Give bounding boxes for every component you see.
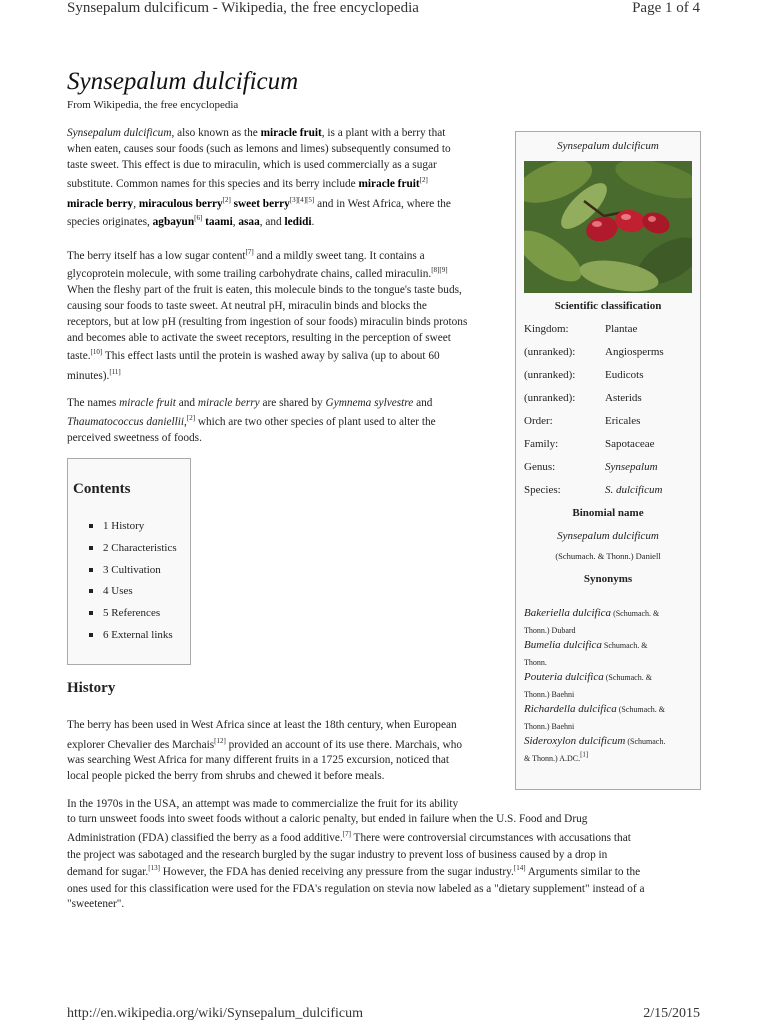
classification-row (524, 484, 700, 502)
classification-row (524, 369, 700, 387)
rank-label: (unranked): (524, 346, 576, 358)
synonyms-header: Synonyms (583, 573, 633, 585)
rank-value[interactable]: Asterids (605, 392, 642, 404)
citation-link[interactable]: [14] (513, 864, 526, 873)
italic-term: Thaumatococcus daniellii (67, 416, 185, 428)
binomial-author: (Schumach. & Thonn.) Daniell (555, 551, 661, 561)
toc-link[interactable]: 1 History (103, 520, 145, 532)
text-line: and becomes able to activate the sweet receptors, resulting in the perception of sweet (67, 332, 451, 344)
bold-term: miracle fruit (358, 178, 420, 190)
text: Administration (FDA) classified the berry as a food additive. (67, 832, 343, 844)
rank-value[interactable]: Ericales (605, 415, 641, 427)
print-footer (67, 1006, 700, 1024)
text-line (67, 367, 121, 385)
toc-link[interactable]: 3 Cultivation (103, 563, 161, 576)
bold-term: taami (205, 216, 233, 228)
citation-link[interactable]: [1] (580, 750, 589, 759)
text-line: In the 1970s in the USA, an attempt was made to commercialize the fruit for its ability (67, 798, 459, 810)
italic-term: miracle berry (197, 397, 260, 409)
toc-item (89, 564, 177, 586)
species-name: Synsepalum dulcificum (67, 127, 172, 139)
text: and a mildly sweet tang. It contains a (253, 250, 425, 262)
italic-term: Gymnema sylvestre (325, 397, 414, 409)
text: provided an account of its use there. Marchais, who (225, 739, 463, 751)
text-line: when eaten, causes sour foods (such as lemons and limes) subsequently consumed to (67, 143, 451, 155)
text: taste. (67, 350, 91, 362)
classification-row (524, 346, 700, 364)
rank-value[interactable]: Sapotaceae (605, 438, 655, 450)
text: and (413, 397, 433, 409)
text: and in West Africa, where the (314, 198, 451, 210)
toc-link[interactable]: 6 External links (103, 628, 173, 641)
synonym-author: Thonn.) Dubard (524, 626, 576, 635)
bullet-icon (89, 524, 93, 528)
toc-item (89, 542, 177, 564)
text-line: When the fleshy part of the fruit is eaten, this molecule binds to the tongue's taste buds, (67, 284, 462, 296)
synonym-author: Thonn.) Baehni (524, 722, 575, 731)
text: There were controversial circumstances with accusations that (350, 832, 631, 844)
article-subtitle: From Wikipedia, the free encyclopedia (67, 99, 239, 111)
infobox (515, 131, 701, 790)
synonym-entry (524, 637, 700, 671)
history-heading: History (67, 680, 116, 696)
bullet-icon (89, 633, 93, 637)
citation-link[interactable]: [2] (419, 176, 428, 185)
text-line: perceived sweetness of foods. (67, 432, 202, 444)
text: Arguments similar to the (525, 866, 641, 878)
bullet-icon (89, 589, 93, 593)
bold-term: asaa (238, 216, 260, 228)
text-line: "sweetener". (67, 898, 125, 910)
infobox-caption: Synsepalum dulcificum (557, 140, 659, 152)
citation-link[interactable]: [13] (148, 864, 160, 873)
text: minutes). (67, 370, 110, 382)
synonym-author: (Schumach. & (603, 673, 652, 682)
article-title: Synsepalum dulcificum (67, 68, 299, 95)
text: species originates, (67, 216, 153, 228)
synonym-author: & Thonn.) A.DC. (524, 754, 581, 763)
synonym-author: (Schumach. (625, 737, 666, 746)
text-line (67, 213, 314, 231)
synonym-author: (Schumach. & (611, 609, 660, 618)
synonym-author: Thonn. (524, 658, 547, 667)
synonym-author: Schumach. & (601, 641, 648, 650)
text: , (184, 416, 187, 428)
classification-row (524, 438, 700, 456)
bullet-icon (89, 611, 93, 615)
text: and (175, 397, 198, 409)
citation-link[interactable]: [7] (342, 830, 351, 839)
synonym-entry (524, 605, 700, 639)
synonym-name: Pouteria dulcifica (524, 671, 604, 683)
text: glycoprotein molecule, with some trailing carbohydrate chains, called miraculin. (67, 268, 432, 280)
rank-label: (unranked): (524, 392, 576, 404)
text-line (67, 247, 425, 265)
text: , also known as the (171, 127, 261, 139)
text-line: receptors, but at low pH (resulting from ingestion of sour foods) miraculin binds protons (67, 316, 468, 328)
page-number: Page 1 of 4 (632, 0, 700, 16)
rank-value[interactable]: Angiosperms (605, 346, 664, 358)
table-of-contents (67, 458, 191, 665)
text: are shared by (259, 397, 326, 409)
citation-link[interactable]: [12] (214, 737, 226, 746)
text-line (67, 394, 432, 412)
text: , (232, 216, 239, 228)
text-line (67, 863, 640, 881)
print-header (67, 0, 700, 22)
text: . (311, 216, 315, 228)
rank-label: Order: (524, 415, 553, 427)
bold-term: miracle berry (67, 198, 134, 210)
text: explorer Chevalier des Marchais (67, 739, 215, 751)
citation-link[interactable]: [10] (90, 348, 103, 357)
synonym-entry (524, 733, 700, 767)
citation-link[interactable]: [6] (194, 214, 203, 223)
text: demand for sugar. (67, 866, 149, 878)
synonym-author: Thonn.) Baehni (524, 690, 575, 699)
print-date: 2/15/2015 (643, 1006, 700, 1021)
bold-term: ledidi (284, 216, 312, 228)
page-url: http://en.wikipedia.org/wiki/Synsepalum_dulcificum (67, 1006, 364, 1021)
text-line (67, 347, 440, 365)
text-line (67, 175, 428, 193)
print-header-title: Synsepalum dulcificum - Wikipedia, the free encyclopedia (67, 0, 419, 16)
bullet-icon (89, 568, 93, 572)
classification-row (524, 461, 700, 479)
toc-link[interactable]: 4 Uses (103, 585, 133, 598)
italic-term: miracle fruit (119, 397, 176, 409)
binomial-name: Synsepalum dulcificum (557, 530, 659, 542)
toc-item (89, 520, 177, 542)
citation-link[interactable]: [8][9] (431, 266, 448, 275)
fruit-photo[interactable] (524, 161, 692, 293)
synonym-author: (Schumach. & (616, 705, 665, 714)
toc-item (89, 629, 177, 651)
text-line: the project was sabotaged and the research burgled by the sugar industry to prevent loss of business caused by a drop in (67, 849, 608, 861)
citation-link[interactable]: [7] (245, 248, 254, 257)
text: , is a plant with a berry that (321, 127, 446, 139)
synonym-entry (524, 701, 700, 735)
text: The berry itself has a low sugar content (67, 250, 246, 262)
scientific-classification-header: Scientific classification (554, 300, 662, 312)
toc-link[interactable]: 2 Characteristics (103, 541, 177, 554)
classification-row (524, 392, 700, 410)
classification-row (524, 323, 700, 341)
text-line: causing sour foods to taste sweet. At neutral pH, miraculin binds and blocks the (67, 300, 427, 312)
synonym-name: Bumelia dulcifica (524, 639, 602, 651)
bold-term: miraculous berry (138, 198, 223, 210)
rank-label: (unranked): (524, 369, 576, 381)
rank-label: Species: (524, 484, 561, 496)
text-line: to turn unsweet foods into sweet foods without a caloric penalty, but ended in failure when the U.S. Food and Drug (67, 813, 588, 825)
bullet-icon (89, 546, 93, 550)
classification-row (524, 415, 700, 433)
text-line: was searching West Africa for many different fruits in a 1725 excursion, noticed that (67, 754, 450, 766)
citation-link[interactable]: [2] (186, 414, 196, 423)
text: substitute. Common names for this species and its berry include (67, 178, 359, 190)
text-line: taste sweet. This effect is due to miraculin, which is used commercially as a sugar (67, 159, 437, 171)
text: The names (67, 397, 120, 409)
text-line (67, 829, 631, 847)
text: , (133, 198, 139, 210)
text: This effect lasts until the protein is washed away by saliva (up to about 60 (102, 350, 440, 362)
text-line: The berry has been used in West Africa since at least the 18th century, when European (67, 719, 457, 731)
citation-link[interactable]: [2] (222, 196, 231, 205)
bold-term: agbayun (152, 216, 195, 228)
rank-label: Genus: (524, 461, 556, 473)
text-line: ones used for this classification were used for the FDA's regulation on stevia now labeled as a "dietary supplement" instead of a (67, 883, 645, 895)
text-line: local people picked the berry from shrubs and chewed it before meals. (67, 770, 385, 782)
synonym-name: Richardella dulcifica (524, 703, 617, 715)
synonym-name: Sideroxylon dulcificum (524, 735, 626, 747)
citation-link[interactable]: [3][4][5] (289, 196, 315, 205)
toc-title: Contents (73, 481, 131, 497)
citation-link[interactable]: [11] (109, 368, 121, 377)
toc-link[interactable]: 5 References (103, 607, 161, 620)
toc-list (89, 520, 177, 651)
rank-value[interactable]: Plantae (605, 323, 638, 335)
text: , and (259, 216, 285, 228)
binomial-header: Binomial name (572, 507, 644, 519)
toc-item (89, 585, 177, 607)
synonym-entry (524, 669, 700, 703)
rank-label: Family: (524, 438, 559, 450)
text-line (67, 195, 451, 213)
text: However, the FDA has denied receiving any pressure from the sugar industry. (159, 866, 514, 878)
rank-value[interactable]: Synsepalum (605, 461, 658, 473)
bold-term: sweet berry (233, 198, 290, 210)
rank-label: Kingdom: (524, 323, 569, 335)
rank-value[interactable]: Eudicots (605, 369, 644, 381)
text: which are two other species of plant used to alter the (195, 416, 436, 428)
bold-term: miracle fruit (260, 127, 322, 139)
synonym-name: Bakeriella dulcifica (524, 607, 612, 619)
rank-value[interactable]: S. dulcificum (605, 484, 663, 496)
toc-item (89, 607, 177, 629)
